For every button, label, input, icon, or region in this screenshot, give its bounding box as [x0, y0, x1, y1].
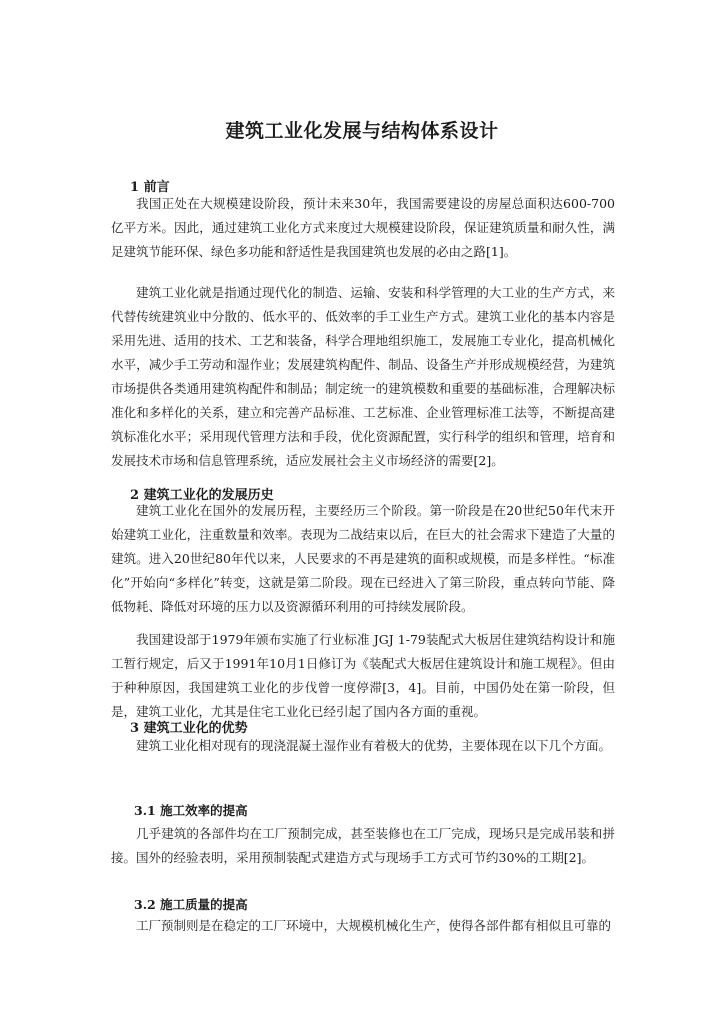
- document-title: 建筑工业化发展与结构体系设计: [225, 120, 499, 142]
- paragraph-1-2: 建筑工业化就是指通过现代化的制造、运输、安装和科学管理的大工业的生产方式，来代替传统建筑业中分散的、低水平的、低效率的手工业生产方式。建筑工业化的基本内容是采用先进、适用的技术、工艺和装备，科学合理地组织施工，发展施工专业化，提高机械化水平，减少手工劳动和湿作业；发展建筑构配件、制品、设备生产并形成规模经营，为建筑市场提供各类通用建筑构配件和制品；制定统一的建筑模数和重要的基础标准，合理解决标准化和多样化的关系，建立和完善产品标准、工艺标准、企业管理标准工法等，不断提高建筑标准化水平；采用现代管理方法和手段，优化资源配置，实行科学的组织和管理，培育和发展技术市场和信息管理系统，适应发展社会主义市场经济的需要[2]。: [111, 285, 615, 468]
- paragraph-3-1: 建筑工业化相对现有的现浇混凝土湿作业有着极大的优势，主要体现在以下几个方面。: [136, 738, 612, 753]
- paragraph-3-1-1: 几乎建筑的各部件均在工厂预制完成，甚至装修也在工厂完成，现场只是完成吊装和拼接。国外的经验表明，采用预制装配式建造方式与现场手工方式可节约30%的工期[2]。: [111, 826, 615, 865]
- subsection-heading-3-1: 3.1 施工效率的提高: [134, 803, 248, 818]
- paragraph-3-2-1: 工厂预制则是在稳定的工厂环境中，大规模机械化生产，使得各部件都有相似且可靠的: [136, 918, 612, 933]
- paragraph-2-2: 我国建设部于1979年颁布实施了行业标准 JGJ 1-79装配式大板居住建筑结构设计和施工暂行规定，后又于1991年10月1日修订为《装配式大板居住建筑设计和施工规程》。但由于种种原因，我国建筑工业化的步伐曾一度停滞[3，4]。目前，中国仍处在第一阶段，但是，建筑工业化，尤其是住宅工业化已经引起了国内各方面的重视。: [111, 632, 615, 719]
- section-heading-1: 1 前言: [130, 180, 170, 195]
- section-heading-3: 3 建筑工业化的优势: [130, 721, 248, 736]
- section-heading-2: 2 建筑工业化的发展历史: [130, 488, 274, 503]
- subsection-heading-3-2: 3.2 施工质量的提高: [134, 897, 248, 912]
- paragraph-1-1: 我国正处在大规模建设阶段，预计未来30年，我国需要建设的房屋总面积达600-700亿平方米。因此，通过建筑工业化方式来度过大规模建设阶段，保证建筑质量和耐久性，满足建筑节能环保、绿色多功能和舒适性是我国建筑也发展的必由之路[1]。: [111, 196, 615, 259]
- paragraph-2-1: 建筑工业化在国外的发展历程，主要经历三个阶段。第一阶段是在20世纪50年代末开始建筑工业化，注重数量和效率。表现为二战结束以后，在巨大的社会需求下建造了大量的建筑。进入20世纪80年代以来，人民要求的不再是建筑的面积或规模，而是多样性。“标准化”开始向“多样化”转变，这就是第二阶段。现在已经进入了第三阶段，重点转向节能、降低物耗、降低对环境的压力以及资源循环利用的可持续发展阶段。: [111, 503, 615, 614]
